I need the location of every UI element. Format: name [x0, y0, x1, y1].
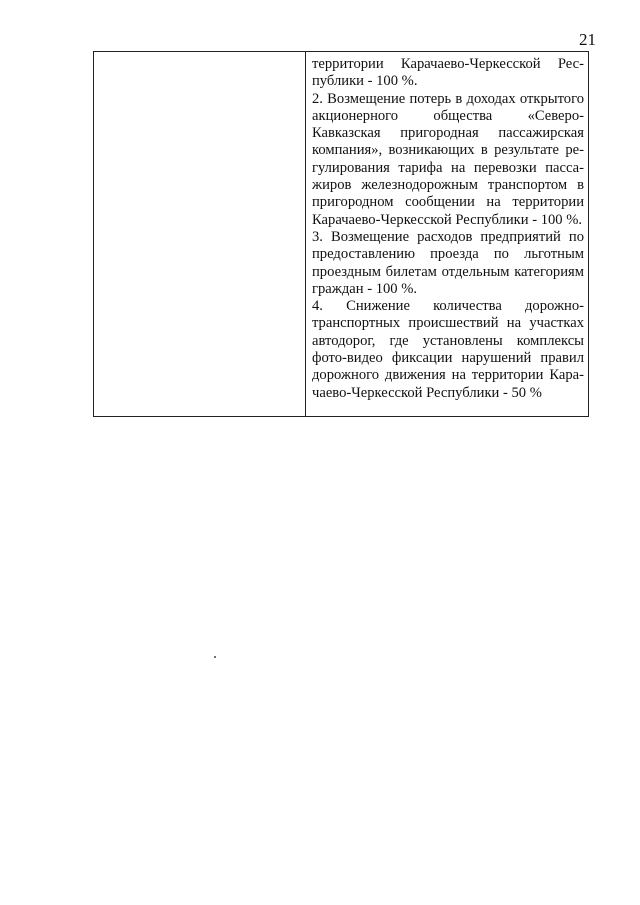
table-right-cell	[306, 52, 588, 416]
scan-speck	[214, 656, 216, 658]
page-number: 21	[579, 30, 596, 49]
paragraph-item-4: 4. Снижение количества дорожно-транспортных происшествий на участках автодорог, где установлены комплексы фото-видео фиксации нарушений правил дорожного движения на территории Карачаево-Черкесской Республики - 50 %	[312, 298, 584, 401]
paragraph-item-2: 2. Возмещение потерь в доходах открытого акционерного общества «Северо-Кавказская пригородная пассажирская компания», возникающих в результате регулирования тарифа на перевозки пассажиров железнодорожным транспортом в пригородном сообщении на территории Карачаево-Черкесской Республики - 100 %.	[312, 90, 584, 228]
paragraph-continuation: территории Карачаево-Черкесской Республики - 100 %.	[312, 56, 584, 90]
table-left-cell	[94, 52, 306, 416]
indicators-table	[93, 51, 589, 417]
paragraph-item-3: 3. Возмещение расходов предприятий по предоставлению проезда по льготным проездным билетам отдельным категориям граждан - 100 %.	[312, 228, 584, 297]
